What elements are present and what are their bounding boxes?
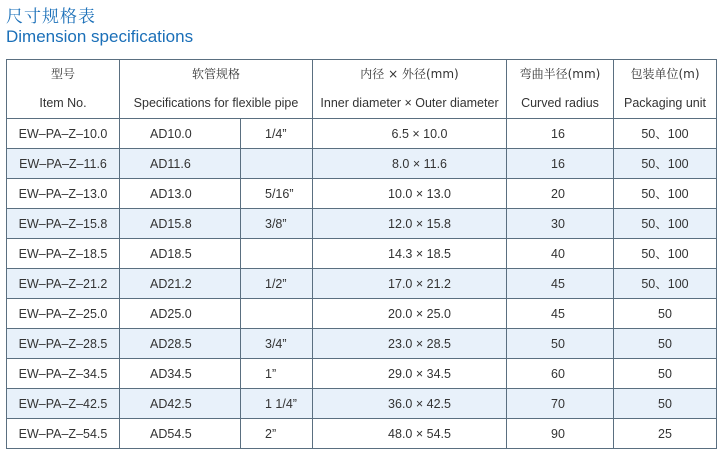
- cell-diameter: 8.0 × 11.6: [313, 149, 507, 179]
- cell-diameter: 12.0 × 15.8: [313, 209, 507, 239]
- cell-packaging-unit: 50: [614, 299, 717, 329]
- cell-curved-radius: 90: [507, 419, 614, 449]
- page-title-chinese: 尺寸规格表: [6, 7, 96, 27]
- header-diameter: [313, 60, 507, 119]
- cell-diameter: 20.0 × 25.0: [313, 299, 507, 329]
- cell-pipe-spec: AD15.8: [120, 209, 241, 239]
- cell-curved-radius: 16: [507, 119, 614, 149]
- table-row: [7, 179, 717, 209]
- cell-diameter: 23.0 × 28.5: [313, 329, 507, 359]
- cell-pipe-spec: AD11.6: [120, 149, 241, 179]
- cell-packaging-unit: 50: [614, 359, 717, 389]
- cell-curved-radius: 45: [507, 299, 614, 329]
- header-item-no: [7, 60, 120, 119]
- cell-curved-radius: 50: [507, 329, 614, 359]
- cell-item-no: EW–PA–Z–18.5: [7, 239, 120, 269]
- cell-pipe-inch: 5/16”: [241, 179, 313, 209]
- cell-packaging-unit: 50、100: [614, 149, 717, 179]
- cell-item-no: EW–PA–Z–15.8: [7, 209, 120, 239]
- cell-pipe-inch: 1/4”: [241, 119, 313, 149]
- cell-item-no: EW–PA–Z–11.6: [7, 149, 120, 179]
- cell-packaging-unit: 50: [614, 389, 717, 419]
- cell-pipe-spec: AD28.5: [120, 329, 241, 359]
- header-spec-en: Specifications for flexible pipe: [133, 96, 299, 110]
- header-radius-en: Curved radius: [521, 96, 599, 110]
- table-header-row: [7, 60, 717, 119]
- cell-pipe-spec: AD25.0: [120, 299, 241, 329]
- table-row: [7, 419, 717, 449]
- cell-packaging-unit: 50、100: [614, 119, 717, 149]
- cell-diameter: 17.0 × 21.2: [313, 269, 507, 299]
- table-row: [7, 269, 717, 299]
- header-flexible-pipe-spec: [120, 60, 313, 119]
- cell-packaging-unit: 50: [614, 329, 717, 359]
- cell-pipe-inch: 2”: [241, 419, 313, 449]
- header-pack-cn: 包装单位(m): [630, 67, 700, 81]
- cell-pipe-inch: 1/2”: [241, 269, 313, 299]
- cell-pipe-spec: AD10.0: [120, 119, 241, 149]
- cell-pipe-spec: AD18.5: [120, 239, 241, 269]
- table-row: [7, 329, 717, 359]
- cell-item-no: EW–PA–Z–10.0: [7, 119, 120, 149]
- cell-pipe-spec: AD54.5: [120, 419, 241, 449]
- cell-packaging-unit: 25: [614, 419, 717, 449]
- table-row: [7, 239, 717, 269]
- cell-item-no: EW–PA–Z–13.0: [7, 179, 120, 209]
- cell-item-no: EW–PA–Z–21.2: [7, 269, 120, 299]
- cell-item-no: EW–PA–Z–42.5: [7, 389, 120, 419]
- cell-diameter: 6.5 × 10.0: [313, 119, 507, 149]
- header-item-no-cn: 型号: [50, 67, 75, 81]
- cell-diameter: 14.3 × 18.5: [313, 239, 507, 269]
- header-packaging-unit: [614, 60, 717, 119]
- cell-pipe-inch: 1 1/4”: [241, 389, 313, 419]
- cell-pipe-inch: [241, 299, 313, 329]
- cell-curved-radius: 16: [507, 149, 614, 179]
- cell-packaging-unit: 50、100: [614, 269, 717, 299]
- cell-pipe-inch: 3/4”: [241, 329, 313, 359]
- cell-pipe-spec: AD42.5: [120, 389, 241, 419]
- cell-curved-radius: 40: [507, 239, 614, 269]
- cell-diameter: 48.0 × 54.5: [313, 419, 507, 449]
- cell-pipe-inch: 1”: [241, 359, 313, 389]
- cell-packaging-unit: 50、100: [614, 239, 717, 269]
- cell-curved-radius: 30: [507, 209, 614, 239]
- dimension-spec-table: [6, 59, 717, 449]
- cell-curved-radius: 45: [507, 269, 614, 299]
- cell-curved-radius: 70: [507, 389, 614, 419]
- cell-curved-radius: 20: [507, 179, 614, 209]
- cell-item-no: EW–PA–Z–34.5: [7, 359, 120, 389]
- table-row: [7, 149, 717, 179]
- header-pack-en: Packaging unit: [623, 96, 706, 110]
- header-curved-radius: [507, 60, 614, 119]
- cell-pipe-spec: AD21.2: [120, 269, 241, 299]
- cell-item-no: EW–PA–Z–25.0: [7, 299, 120, 329]
- cell-packaging-unit: 50、100: [614, 179, 717, 209]
- table-row: [7, 359, 717, 389]
- cell-pipe-spec: AD13.0: [120, 179, 241, 209]
- cell-pipe-inch: 3/8”: [241, 209, 313, 239]
- table-body: [7, 119, 717, 449]
- cell-pipe-inch: [241, 149, 313, 179]
- header-radius-cn: 弯曲半径(mm): [519, 67, 601, 81]
- cell-packaging-unit: 50、100: [614, 209, 717, 239]
- cell-item-no: EW–PA–Z–28.5: [7, 329, 120, 359]
- header-spec-cn: 软管规格: [191, 67, 240, 81]
- cell-item-no: EW–PA–Z–54.5: [7, 419, 120, 449]
- cell-diameter: 36.0 × 42.5: [313, 389, 507, 419]
- cell-curved-radius: 60: [507, 359, 614, 389]
- table-row: [7, 119, 717, 149]
- cell-diameter: 29.0 × 34.5: [313, 359, 507, 389]
- header-item-no-en: Item No.: [39, 96, 87, 110]
- table-row: [7, 389, 717, 419]
- cell-pipe-inch: [241, 239, 313, 269]
- header-diameter-en: Inner diameter × Outer diameter: [320, 96, 499, 110]
- cell-diameter: 10.0 × 13.0: [313, 179, 507, 209]
- header-diameter-cn: 内径 × 外径(mm): [360, 67, 459, 81]
- cell-pipe-spec: AD34.5: [120, 359, 241, 389]
- table-row: [7, 299, 717, 329]
- table-row: [7, 209, 717, 239]
- page-title-english: Dimension specifications: [6, 27, 194, 46]
